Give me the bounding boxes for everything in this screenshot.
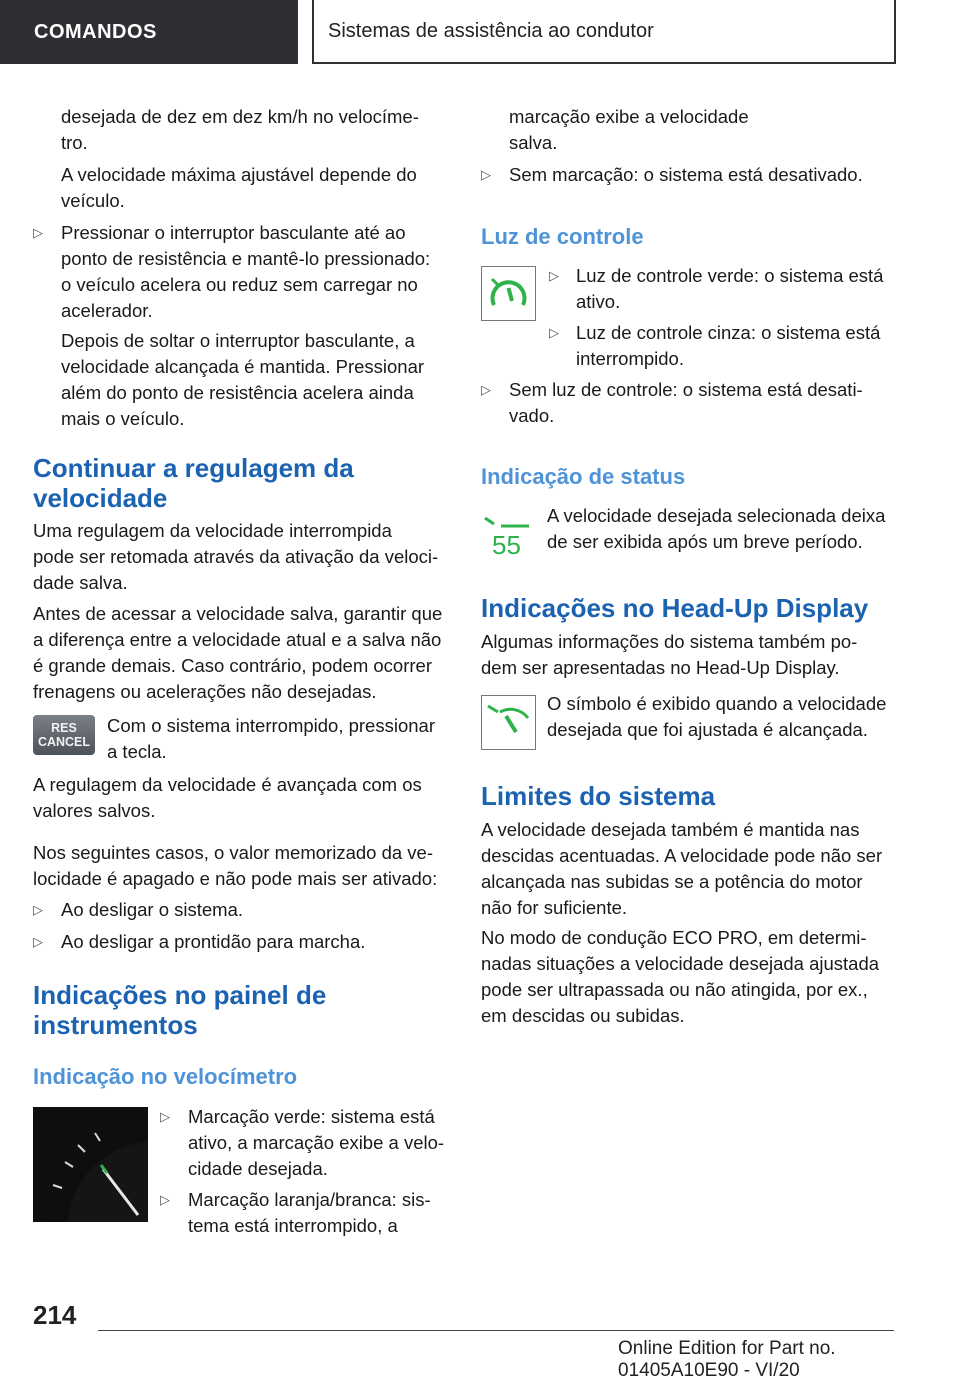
para-text: alcançada nas subidas se a potência do motor: [481, 871, 863, 892]
res-cancel-button-icon: [33, 715, 95, 755]
bullet-text: cidade desejada.: [188, 1158, 328, 1179]
bullet-text: ponto de resistência e mantê-lo pressionado:: [61, 248, 431, 269]
para-text: locidade é apagado e não pode mais ser ativado:: [33, 868, 438, 889]
section-heading: Limites do sistema: [481, 781, 716, 811]
section-heading: velocidade: [33, 483, 168, 513]
para-text: descidas acentuadas. A velocidade pode não ser: [481, 845, 883, 866]
bullet-text: Ao desligar o sistema.: [61, 899, 244, 920]
bullet-text: Luz de controle cinza: o sistema está: [576, 322, 881, 343]
speed-status-icon: [481, 506, 536, 561]
section-heading: instrumentos: [33, 1010, 198, 1040]
para-text: tro.: [61, 132, 88, 153]
subsection-heading: Luz de controle: [481, 224, 644, 249]
bullet-triangle-icon: ▷: [481, 382, 491, 397]
bullet-text: salva.: [509, 132, 558, 153]
hud-cruise-icon: [481, 695, 536, 750]
bullet-text: Marcação laranja/branca: sis-: [188, 1189, 431, 1210]
section-heading: Indicações no Head-Up Display: [481, 593, 869, 623]
para-text: Uma regulagem da velocidade interrompida: [33, 520, 392, 541]
edition-text: Online Edition for Part no. 01405A10E90 - VI/20: [618, 1338, 836, 1381]
para-text: mais o veículo.: [61, 408, 185, 429]
bullet-text: Marcação verde: sistema está: [188, 1106, 435, 1127]
para-text: em descidas ou subidas.: [481, 1005, 685, 1026]
bullet-text: o veículo acelera ou reduz sem carregar no: [61, 274, 418, 295]
chapter-title: Sistemas de assistência ao condutor: [312, 0, 896, 64]
cancel-label: CANCEL: [37, 735, 91, 749]
para-text: Algumas informações do sistema também po-: [481, 631, 858, 652]
bullet-text: Sem marcação: o sistema está desativado.: [509, 164, 863, 185]
para-text: A velocidade máxima ajustável depende do: [61, 164, 417, 185]
section-heading: Continuar a regulagem da: [33, 453, 354, 483]
bullet-text: Ao desligar a prontidão para marcha.: [61, 931, 366, 952]
footer-divider: [98, 1330, 894, 1331]
bullet-triangle-icon: ▷: [160, 1192, 170, 1207]
bullet-triangle-icon: ▷: [549, 325, 559, 340]
bullet-text: acelerador.: [61, 300, 153, 321]
para-text: além do ponto de resistência acelera ainda: [61, 382, 414, 403]
bullet-triangle-icon: ▷: [33, 934, 43, 949]
para-text: Antes de acessar a velocidade salva, garantir que: [33, 603, 443, 624]
para-text: não for suficiente.: [481, 897, 628, 918]
para-text: pode ser ultrapassada ou não atingida, por ex.,: [481, 979, 868, 1000]
bullet-text: marcação exibe a velocidade: [509, 106, 749, 127]
speed-value: 55: [492, 530, 521, 560]
bullet-triangle-icon: ▷: [160, 1109, 170, 1124]
para-text: O símbolo é exibido quando a velocidade: [547, 693, 887, 714]
para-text: a tecla.: [107, 741, 167, 762]
bullet-text: Luz de controle verde: o sistema está: [576, 265, 884, 286]
para-text: dem ser apresentadas no Head-Up Display.: [481, 657, 840, 678]
section-tab: COMANDOS: [0, 0, 298, 64]
para-text: A velocidade desejada selecionada deixa: [547, 505, 886, 526]
bullet-text: interrompido.: [576, 348, 684, 369]
subsection-heading: Indicação de status: [481, 464, 686, 489]
subsection-heading: Indicação no velocímetro: [33, 1064, 298, 1089]
para-text: Nos seguintes casos, o valor memorizado da ve-: [33, 842, 433, 863]
para-text: velocidade alcançada é mantida. Pressionar: [61, 356, 425, 377]
speedometer-image: [33, 1107, 148, 1222]
para-text: A velocidade desejada também é mantida nas: [481, 819, 860, 840]
bullet-triangle-icon: ▷: [481, 167, 491, 182]
bullet-text: ativo, a marcação exibe a velo-: [188, 1132, 445, 1153]
para-text: desejada que foi ajustada é alcançada.: [547, 719, 868, 740]
res-label: RES: [51, 721, 77, 735]
bullet-triangle-icon: ▷: [549, 268, 559, 283]
para-text: valores salvos.: [33, 800, 156, 821]
para-text: Depois de soltar o interruptor basculante, a: [61, 330, 415, 351]
bullet-text: vado.: [509, 405, 555, 426]
bullet-triangle-icon: ▷: [33, 902, 43, 917]
bullet-text: ativo.: [576, 291, 621, 312]
para-text: de ser exibida após um breve período.: [547, 531, 863, 552]
para-text: desejada de dez em dez km/h no velocíme-: [61, 106, 419, 127]
para-text: veículo.: [61, 190, 125, 211]
para-text: frenagens ou acelerações não desejadas.: [33, 681, 377, 702]
para-text: No modo de condução ECO PRO, em determi-: [481, 927, 867, 948]
bullet-text: tema está interrompido, a: [188, 1215, 398, 1236]
para-text: a diferença entre a velocidade atual e a salva não: [33, 629, 442, 650]
bullet-text: Sem luz de controle: o sistema está desati-: [509, 379, 863, 400]
page-number: 214: [33, 1300, 77, 1330]
para-text: pode ser retomada através da ativação da veloci-: [33, 546, 439, 567]
bullet-triangle-icon: ▷: [33, 225, 43, 240]
cruise-control-indicator-icon: [481, 266, 536, 321]
para-text: é grande demais. Caso contrário, podem ocorrer: [33, 655, 432, 676]
para-text: Com o sistema interrompido, pressionar: [107, 715, 435, 736]
para-text: nadas situações a velocidade desejada ajustada: [481, 953, 880, 974]
para-text: A regulagem da velocidade é avançada com os: [33, 774, 422, 795]
section-heading: Indicações no painel de: [33, 980, 327, 1010]
bullet-text: Pressionar o interruptor basculante até ao: [61, 222, 406, 243]
para-text: dade salva.: [33, 572, 128, 593]
